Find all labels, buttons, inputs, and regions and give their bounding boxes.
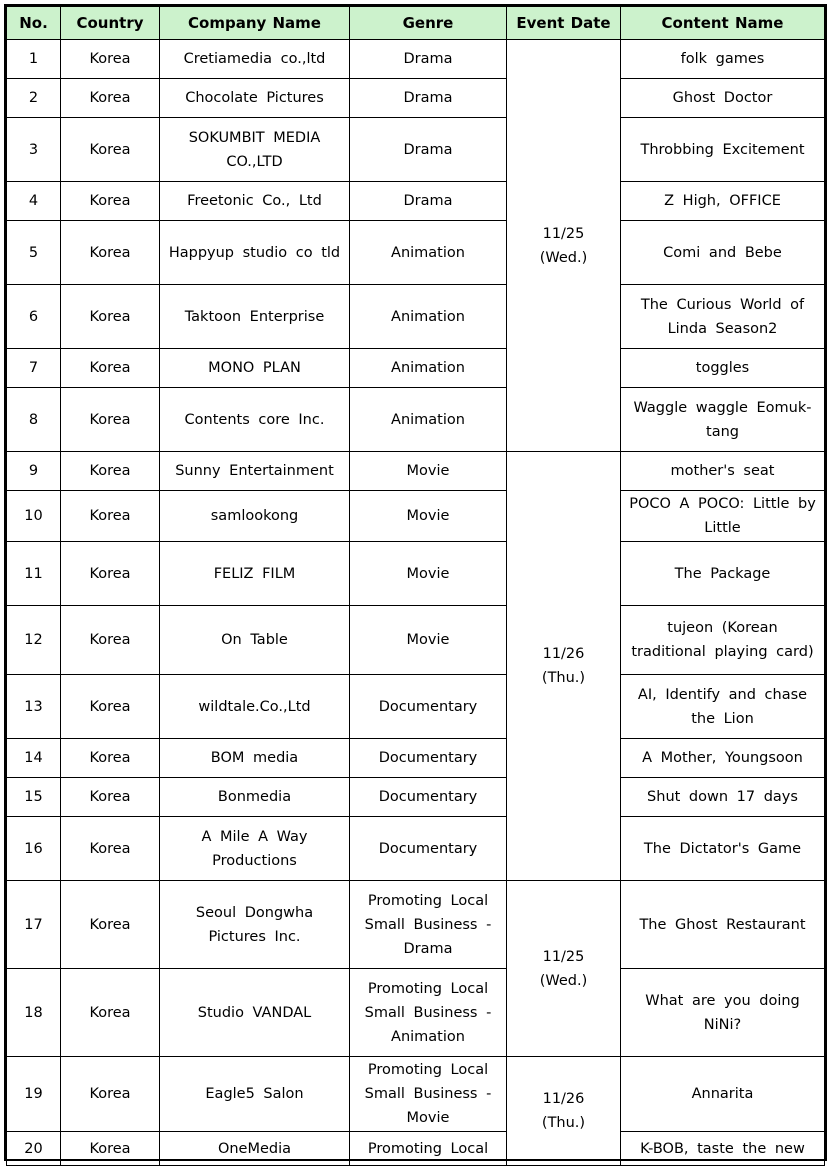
table-row bbox=[7, 542, 825, 606]
cell-genre: Promoting Local Small Business -Movie bbox=[350, 1057, 507, 1132]
event-date-weekday: (Wed.) bbox=[539, 249, 588, 266]
cell-country: Korea bbox=[61, 1057, 160, 1132]
cell-company: Eagle5 Salon bbox=[160, 1057, 350, 1132]
cell-content: Shut down 17 days bbox=[621, 778, 825, 817]
cell-no: 3 bbox=[7, 118, 61, 182]
cell-company: Chocolate Pictures bbox=[160, 79, 350, 118]
cell-genre: Documentary bbox=[350, 778, 507, 817]
cell-genre: Animation bbox=[350, 285, 507, 349]
cell-company: Seoul Dongwha Pictures Inc. bbox=[160, 881, 350, 969]
cell-genre: Movie bbox=[350, 542, 507, 606]
header-genre: Genre bbox=[350, 7, 507, 40]
table-row bbox=[7, 452, 825, 491]
table-row bbox=[7, 182, 825, 221]
header-no: No. bbox=[7, 7, 61, 40]
cell-genre: Animation bbox=[350, 388, 507, 452]
cell-country: Korea bbox=[61, 221, 160, 285]
cell-country: Korea bbox=[61, 285, 160, 349]
cell-genre: Documentary bbox=[350, 675, 507, 739]
cell-country: Korea bbox=[61, 40, 160, 79]
cell-genre: Movie bbox=[350, 452, 507, 491]
cell-genre: Animation bbox=[350, 221, 507, 285]
cell-country: Korea bbox=[61, 675, 160, 739]
table-row bbox=[7, 778, 825, 817]
cell-company: wildtale.Co.,Ltd bbox=[160, 675, 350, 739]
cell-no: 1 bbox=[7, 40, 61, 79]
cell-country: Korea bbox=[61, 969, 160, 1057]
table-row bbox=[7, 349, 825, 388]
cell-company: samlookong bbox=[160, 491, 350, 542]
cell-no: 18 bbox=[7, 969, 61, 1057]
cell-company: Studio VANDAL bbox=[160, 969, 350, 1057]
cell-company: Cretiamedia co.,ltd bbox=[160, 40, 350, 79]
cell-country: Korea bbox=[61, 388, 160, 452]
cell-country: Korea bbox=[61, 349, 160, 388]
cell-no: 11 bbox=[7, 542, 61, 606]
cell-genre: Animation bbox=[350, 349, 507, 388]
cell-no: 5 bbox=[7, 221, 61, 285]
cell-company: BOM media bbox=[160, 739, 350, 778]
cell-no: 10 bbox=[7, 491, 61, 542]
cell-country: Korea bbox=[61, 118, 160, 182]
cell-content: POCO A POCO: Little by Little bbox=[621, 491, 825, 542]
event-date-day: 11/26 bbox=[542, 1091, 585, 1107]
cell-no: 14 bbox=[7, 739, 61, 778]
cell-company: FELIZ FILM bbox=[160, 542, 350, 606]
cell-genre: Promoting Local Small Business -Animation bbox=[350, 969, 507, 1057]
cell-no: 19 bbox=[7, 1057, 61, 1132]
table-row bbox=[7, 285, 825, 349]
cell-genre: Promoting Local bbox=[350, 1132, 507, 1166]
cell-content: Comi and Bebe bbox=[621, 221, 825, 285]
cell-no: 17 bbox=[7, 881, 61, 969]
cell-country: Korea bbox=[61, 79, 160, 118]
cell-content: K-BOB, taste the new bbox=[621, 1132, 825, 1166]
cell-company: MONO PLAN bbox=[160, 349, 350, 388]
table-row bbox=[7, 817, 825, 881]
cell-genre: Movie bbox=[350, 606, 507, 675]
cell-company: A Mile A Way Productions bbox=[160, 817, 350, 881]
cell-content: What are you doing NiNi? bbox=[621, 969, 825, 1057]
cell-country: Korea bbox=[61, 452, 160, 491]
cell-genre: Drama bbox=[350, 40, 507, 79]
cell-content: Throbbing Excitement bbox=[621, 118, 825, 182]
table-row bbox=[7, 606, 825, 675]
cell-no: 16 bbox=[7, 817, 61, 881]
cell-country: Korea bbox=[61, 778, 160, 817]
table-row bbox=[7, 491, 825, 542]
event-date-day: 11/25 bbox=[542, 948, 585, 965]
cell-country: Korea bbox=[61, 817, 160, 881]
cell-no: 8 bbox=[7, 388, 61, 452]
event-date-weekday: (Thu.) bbox=[541, 670, 586, 686]
cell-content: Annarita bbox=[621, 1057, 825, 1132]
header-event-date: Event Date bbox=[507, 7, 621, 40]
content-table bbox=[6, 6, 825, 1166]
table-row bbox=[7, 79, 825, 118]
cell-company: Freetonic Co., Ltd bbox=[160, 182, 350, 221]
cell-event-date bbox=[507, 881, 621, 1057]
header-content-name: Content Name bbox=[621, 7, 825, 40]
cell-no: 9 bbox=[7, 452, 61, 491]
table-row bbox=[7, 1132, 825, 1166]
cell-content: folk games bbox=[621, 40, 825, 79]
cell-country: Korea bbox=[61, 606, 160, 675]
table-row bbox=[7, 969, 825, 1057]
cell-event-date bbox=[507, 40, 621, 452]
cell-genre: Drama bbox=[350, 118, 507, 182]
cell-company: Bonmedia bbox=[160, 778, 350, 817]
table-row bbox=[7, 388, 825, 452]
cell-country: Korea bbox=[61, 1132, 160, 1166]
event-date-weekday: (Thu.) bbox=[541, 1115, 586, 1131]
cell-company: On Table bbox=[160, 606, 350, 675]
event-date-day: 11/25 bbox=[542, 225, 585, 242]
cell-no: 2 bbox=[7, 79, 61, 118]
cell-no: 13 bbox=[7, 675, 61, 739]
table-row bbox=[7, 739, 825, 778]
cell-no: 6 bbox=[7, 285, 61, 349]
cell-content: Ghost Doctor bbox=[621, 79, 825, 118]
cell-genre: Drama bbox=[350, 79, 507, 118]
header-company-name: Company Name bbox=[160, 7, 350, 40]
cell-genre: Drama bbox=[350, 182, 507, 221]
cell-content: mother's seat bbox=[621, 452, 825, 491]
cell-country: Korea bbox=[61, 491, 160, 542]
cell-content: Z High, OFFICE bbox=[621, 182, 825, 221]
cell-content: tujeon (Korean traditional playing card) bbox=[621, 606, 825, 675]
cell-genre: Promoting Local Small Business -Drama bbox=[350, 881, 507, 969]
cell-genre: Documentary bbox=[350, 739, 507, 778]
cell-genre: Movie bbox=[350, 491, 507, 542]
cell-content: The Curious World of Linda Season2 bbox=[621, 285, 825, 349]
cell-country: Korea bbox=[61, 881, 160, 969]
header-country: Country bbox=[61, 7, 160, 40]
cell-content: The Dictator's Game bbox=[621, 817, 825, 881]
cell-content: The Package bbox=[621, 542, 825, 606]
event-date-weekday: (Wed.) bbox=[539, 972, 588, 989]
cell-event-date bbox=[507, 1057, 621, 1166]
cell-no: 15 bbox=[7, 778, 61, 817]
cell-company: Contents core Inc. bbox=[160, 388, 350, 452]
cell-company: Sunny Entertainment bbox=[160, 452, 350, 491]
table-row bbox=[7, 1057, 825, 1132]
header-row bbox=[7, 7, 825, 40]
table-row bbox=[7, 221, 825, 285]
table-row bbox=[7, 881, 825, 969]
cell-content: A Mother, Youngsoon bbox=[621, 739, 825, 778]
table-row bbox=[7, 675, 825, 739]
event-schedule-sheet bbox=[4, 4, 827, 1161]
cell-country: Korea bbox=[61, 542, 160, 606]
cell-company: SOKUMBIT MEDIA CO.,LTD bbox=[160, 118, 350, 182]
cell-content: toggles bbox=[621, 349, 825, 388]
cell-no: 7 bbox=[7, 349, 61, 388]
table-row bbox=[7, 40, 825, 79]
cell-company: Happyup studio co tld bbox=[160, 221, 350, 285]
cell-company: Taktoon Enterprise bbox=[160, 285, 350, 349]
cell-no: 4 bbox=[7, 182, 61, 221]
cell-event-date bbox=[507, 452, 621, 881]
cell-company: OneMedia bbox=[160, 1132, 350, 1166]
event-date-day: 11/26 bbox=[542, 646, 585, 662]
cell-no: 20 bbox=[7, 1132, 61, 1166]
cell-content: Waggle waggle Eomuk-tang bbox=[621, 388, 825, 452]
cell-no: 12 bbox=[7, 606, 61, 675]
cell-content: The Ghost Restaurant bbox=[621, 881, 825, 969]
cell-country: Korea bbox=[61, 182, 160, 221]
cell-country: Korea bbox=[61, 739, 160, 778]
cell-genre: Documentary bbox=[350, 817, 507, 881]
table-row bbox=[7, 118, 825, 182]
cell-content: AI, Identify and chase the Lion bbox=[621, 675, 825, 739]
